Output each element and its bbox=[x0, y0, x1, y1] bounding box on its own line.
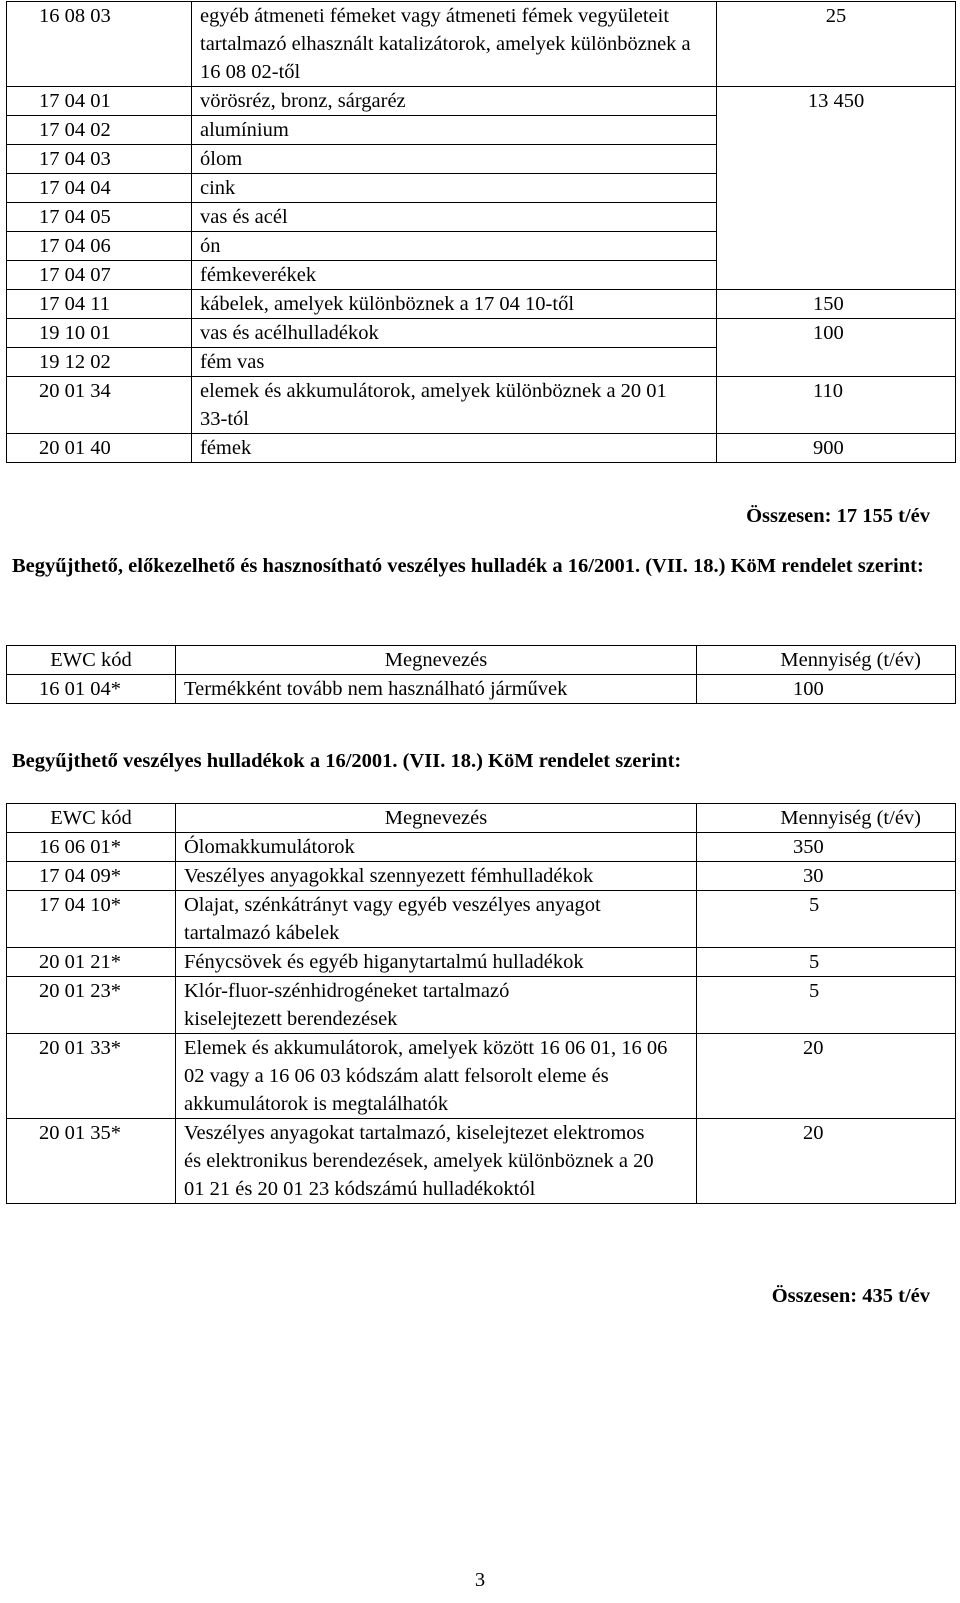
ewc-code-cell: 17 04 11 bbox=[7, 290, 192, 319]
section2-title: Begyűjthető, előkezelhető és hasznosítható veszélyes hulladék a 16/2001. (VII. 18.) KöM rendelet szerint: bbox=[12, 555, 924, 577]
waste-name-cell: egyéb átmeneti fémeket vagy átmeneti fémek vegyületeit tartalmazó elhasznált katalizátorok, amelyek különböznek a 16 08 02-től bbox=[192, 2, 717, 87]
table-row bbox=[7, 377, 956, 434]
quantity-cell: 900 bbox=[717, 434, 956, 463]
ewc-code-cell: 16 08 03 bbox=[7, 2, 192, 87]
table-row bbox=[7, 232, 956, 261]
table-row bbox=[7, 174, 956, 203]
ewc-code-cell: 17 04 01 bbox=[7, 87, 192, 116]
ewc-code-cell: 17 04 09* bbox=[7, 862, 176, 891]
table-header-row bbox=[7, 646, 956, 675]
hazardous-collectable-table bbox=[6, 803, 956, 1204]
quantity-cell: 100 bbox=[697, 675, 956, 704]
waste-name-cell: Elemek és akkumulátorok, amelyek között 16 06 01, 16 06 02 vagy a 16 06 03 kódszám alatt felsorolt eleme és akkumulátorok is megtalálhatók bbox=[176, 1034, 697, 1119]
waste-name-cell: Ólomakkumulátorok bbox=[176, 833, 697, 862]
table-row bbox=[7, 87, 956, 116]
quantity-cell: 150 bbox=[717, 290, 956, 319]
ewc-code-cell: 17 04 10* bbox=[7, 891, 176, 948]
quantity-cell: 350 bbox=[697, 833, 956, 862]
quantity-cell bbox=[717, 203, 956, 232]
quantity-cell: 100 bbox=[717, 319, 956, 348]
table-row bbox=[7, 348, 956, 377]
waste-name-cell: cink bbox=[192, 174, 717, 203]
table-row bbox=[7, 261, 956, 290]
waste-name-cell: Klór-fluor-szénhidrogéneket tartalmazó kiselejtezett berendezések bbox=[176, 977, 697, 1034]
header-ewc-code: EWC kód bbox=[7, 646, 176, 675]
header-name: Megnevezés bbox=[176, 804, 697, 833]
waste-name-cell: kábelek, amelyek különböznek a 17 04 10-től bbox=[192, 290, 717, 319]
ewc-code-cell: 19 10 01 bbox=[7, 319, 192, 348]
waste-name-cell: elemek és akkumulátorok, amelyek különböznek a 20 01 33-tól bbox=[192, 377, 717, 434]
table-row bbox=[7, 319, 956, 348]
quantity-cell: 5 bbox=[697, 948, 956, 977]
table-row bbox=[7, 116, 956, 145]
header-quantity: Mennyiség (t/év) bbox=[697, 646, 956, 675]
ewc-code-cell: 16 01 04* bbox=[7, 675, 176, 704]
waste-name-cell: Veszélyes anyagokat tartalmazó, kiselejtezet elektromos és elektronikus berendezések, amelyek különböznek a 20 01 21 és 20 01 23 kódszámú hulladékoktól bbox=[176, 1119, 697, 1204]
header-quantity: Mennyiség (t/év) bbox=[697, 804, 956, 833]
table-row bbox=[7, 862, 956, 891]
quantity-cell bbox=[717, 261, 956, 290]
ewc-code-cell: 17 04 02 bbox=[7, 116, 192, 145]
waste-name-cell: vörösréz, bronz, sárgaréz bbox=[192, 87, 717, 116]
waste-name-cell: vas és acél bbox=[192, 203, 717, 232]
section3-title: Begyűjthető veszélyes hulladékok a 16/2001. (VII. 18.) KöM rendelet szerint: bbox=[12, 750, 682, 772]
ewc-code-cell: 17 04 06 bbox=[7, 232, 192, 261]
quantity-cell bbox=[717, 116, 956, 145]
quantity-cell: 5 bbox=[697, 977, 956, 1034]
waste-name-cell: alumínium bbox=[192, 116, 717, 145]
waste-name-cell: fémkeverékek bbox=[192, 261, 717, 290]
table-row bbox=[7, 675, 956, 704]
table-row bbox=[7, 2, 956, 87]
ewc-code-cell: 20 01 35* bbox=[7, 1119, 176, 1204]
waste-name-cell: ólom bbox=[192, 145, 717, 174]
table3-total: Összesen: 435 t/év bbox=[771, 1285, 930, 1307]
waste-name-cell: fém vas bbox=[192, 348, 717, 377]
waste-name-cell: ón bbox=[192, 232, 717, 261]
ewc-code-cell: 17 04 04 bbox=[7, 174, 192, 203]
quantity-cell: 20 bbox=[697, 1034, 956, 1119]
hazardous-recoverable-table bbox=[6, 645, 956, 704]
table-row bbox=[7, 977, 956, 1034]
ewc-code-cell: 17 04 05 bbox=[7, 203, 192, 232]
table-header-row bbox=[7, 804, 956, 833]
quantity-cell: 13 450 bbox=[717, 87, 956, 116]
table-row bbox=[7, 1034, 956, 1119]
ewc-code-cell: 19 12 02 bbox=[7, 348, 192, 377]
table-row bbox=[7, 891, 956, 948]
ewc-code-cell: 20 01 34 bbox=[7, 377, 192, 434]
waste-name-cell: Olajat, szénkátrányt vagy egyéb veszélyes anyagot tartalmazó kábelek bbox=[176, 891, 697, 948]
page-number: 3 bbox=[474, 1569, 486, 1591]
table1-total: Összesen: 17 155 t/év bbox=[746, 505, 930, 527]
quantity-cell: 30 bbox=[697, 862, 956, 891]
quantity-cell bbox=[717, 145, 956, 174]
quantity-cell bbox=[717, 174, 956, 203]
waste-name-cell: Veszélyes anyagokkal szennyezett fémhulladékok bbox=[176, 862, 697, 891]
table-row bbox=[7, 203, 956, 232]
waste-name-cell: Fénycsövek és egyéb higanytartalmú hulladékok bbox=[176, 948, 697, 977]
ewc-code-cell: 20 01 23* bbox=[7, 977, 176, 1034]
quantity-cell: 110 bbox=[717, 377, 956, 434]
table-row bbox=[7, 948, 956, 977]
waste-name-cell: Termékként tovább nem használható járművek bbox=[176, 675, 697, 704]
header-ewc-code: EWC kód bbox=[7, 804, 176, 833]
table-row bbox=[7, 833, 956, 862]
quantity-cell: 20 bbox=[697, 1119, 956, 1204]
waste-name-cell: vas és acélhulladékok bbox=[192, 319, 717, 348]
table-row bbox=[7, 1119, 956, 1204]
quantity-cell bbox=[717, 232, 956, 261]
header-name: Megnevezés bbox=[176, 646, 697, 675]
ewc-code-cell: 17 04 07 bbox=[7, 261, 192, 290]
metal-waste-table bbox=[6, 1, 956, 463]
table-row bbox=[7, 434, 956, 463]
quantity-cell: 5 bbox=[697, 891, 956, 948]
table-row bbox=[7, 145, 956, 174]
ewc-code-cell: 17 04 03 bbox=[7, 145, 192, 174]
quantity-cell: 25 bbox=[717, 2, 956, 87]
quantity-cell bbox=[717, 348, 956, 377]
ewc-code-cell: 20 01 21* bbox=[7, 948, 176, 977]
waste-name-cell: fémek bbox=[192, 434, 717, 463]
ewc-code-cell: 20 01 33* bbox=[7, 1034, 176, 1119]
ewc-code-cell: 16 06 01* bbox=[7, 833, 176, 862]
ewc-code-cell: 20 01 40 bbox=[7, 434, 192, 463]
table-row bbox=[7, 290, 956, 319]
